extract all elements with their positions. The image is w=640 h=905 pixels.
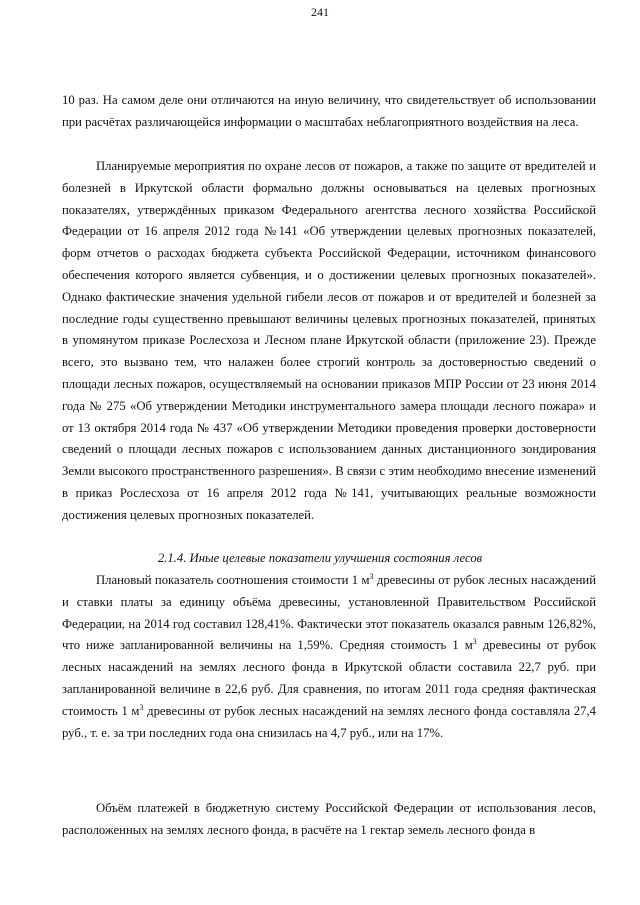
- paragraph-continuation: 10 раз. На самом деле они отличаются на иную величину, что свидетельствует об использовании при расчётах различающейся информации о масштабах неблагоприятного воздействия на леса.: [62, 93, 596, 129]
- text-segment: древесины от рубок лесных насаждений и ставки платы за единицу объёма древесины, установленной Правительством Российской Федерации, на 2014 год составил 128,41%. Фактически этот показатель оказался равным 126,82%, что ниже запланированной величины на 1,59%. Средняя стоимость 1 м: [62, 573, 596, 653]
- paragraph-forest-protection: Планируемые мероприятия по охране лесов от пожаров, а также по защите от вредителей и болезней в Иркутской области формально должны основываться на целевых прогнозных показателях, утверждённых приказом Федерального агентства лесного хозяйства Российской Федерации от 16 апреля 2012 года №141 «Об утверждении целевых прогнозных показателей, форм отчетов о расходах бюджета субъекта Российской Федерации, источником финансового обеспечения которого является субвенция, и о достижении целевых прогнозных показателей». Однако фактические значения удельной гибели лесов от пожаров и от вредителей и болезней за последние годы существенно превышают величины целевых прогнозных показателей, принятых в упомянутом приказе Рослесхоза и Лесном плане Иркутской области (приложение 23). Прежде всего, это вызвано тем, что налажен более строгий контроль за достоверностью сведений о площади лесных пожаров, осуществляемый на основании приказов МПР России от 23 июня 2014 года № 275 «Об утверждении Методики инструментального замера площади лесного пожара» и от 13 октября 2014 года № 437 «Об утверждении Методики проведения проверки достоверности сведений о площади лесных пожаров с использованием данных дистанционного зондирования Земли высокого пространственного разрешения». В связи с этим необходимо внесение изменений в приказ Рослесхоза от 16 апреля 2012 года №141, учитывающих реальные возможности достижения целевых прогнозных показателей.: [62, 159, 596, 522]
- text-segment: древесины от рубок лесных насаждений на землях лесного фонда в Иркутской области составила 22,7 руб. при запланированной величине в 22,6 руб. Для сравнения, по итогам 2011 года средняя фактическая стоимость 1 м: [62, 638, 596, 718]
- superscript: 3: [139, 702, 144, 712]
- paragraph-budget-payments: Объём платежей в бюджетную систему Российской Федерации от использования лесов, расположенных на землях лесного фонда, в расчёте на 1 гектар земель лесного фонда в: [62, 801, 596, 837]
- section-heading: 2.1.4. Иные целевые показатели улучшения состояния лесов: [157, 551, 483, 565]
- superscript: 3: [472, 637, 477, 647]
- page-number: 241: [311, 5, 329, 19]
- superscript: 3: [369, 571, 374, 581]
- paragraph-timber-cost: [62, 570, 596, 744]
- text-segment: Плановый показатель соотношения стоимости 1 м: [96, 573, 370, 587]
- text-segment: древесины от рубок лесных насаждений на землях лесного фонда составляла 27,4 руб., т. е. за три последних года она снизилась на 4,7 руб., или на 17%.: [62, 703, 596, 740]
